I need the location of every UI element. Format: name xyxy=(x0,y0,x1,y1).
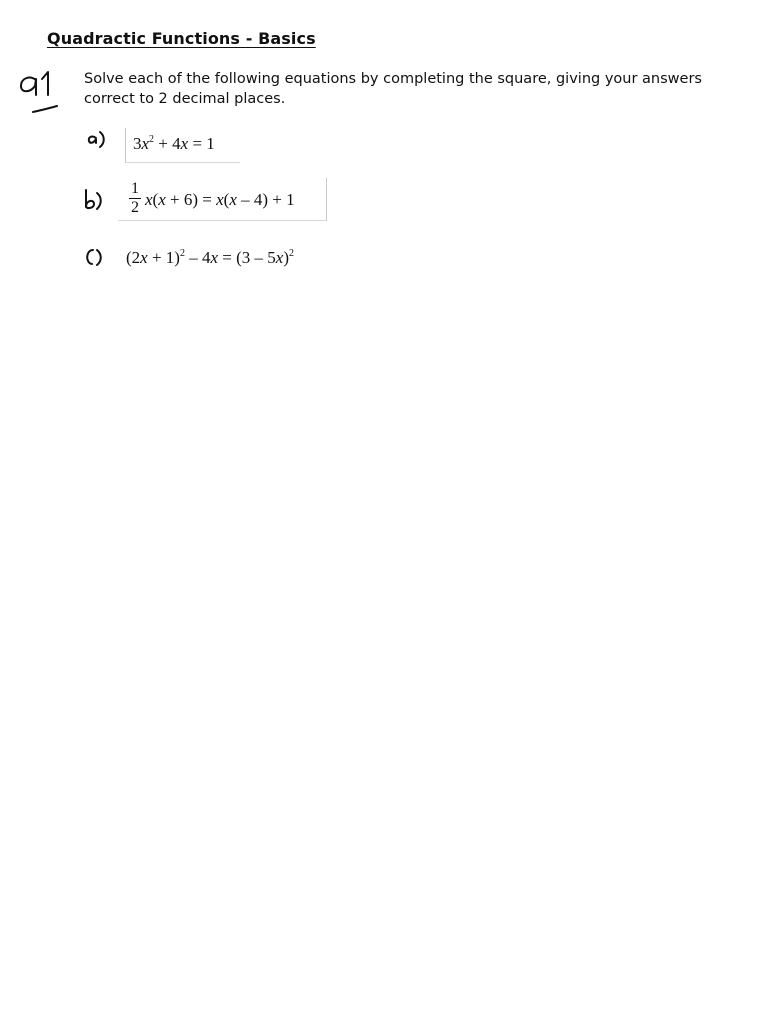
part-c-label xyxy=(83,246,107,270)
part-a-equation: $3x^2 + 4x = 1$ xyxy=(125,128,240,163)
question-number-handwritten xyxy=(14,66,64,116)
question-instruction: Solve each of the following equations by completing the square, giving your answers correct to 2 decimal places. xyxy=(84,71,702,107)
part-b-equation: $\frac{1}{2}$ x(x + 6) = x(x – 4) + 1 xyxy=(118,178,327,221)
part-c-equation: $(2x + 1)^2 - 4x = (3 - 5x)^2$ xyxy=(126,248,294,267)
part-a-label xyxy=(86,128,108,150)
page-title: Quadractic Functions - Basics xyxy=(47,29,316,48)
part-b-label xyxy=(83,188,105,212)
part-b-fraction: $\frac{1}{2}$ xyxy=(131,180,139,216)
